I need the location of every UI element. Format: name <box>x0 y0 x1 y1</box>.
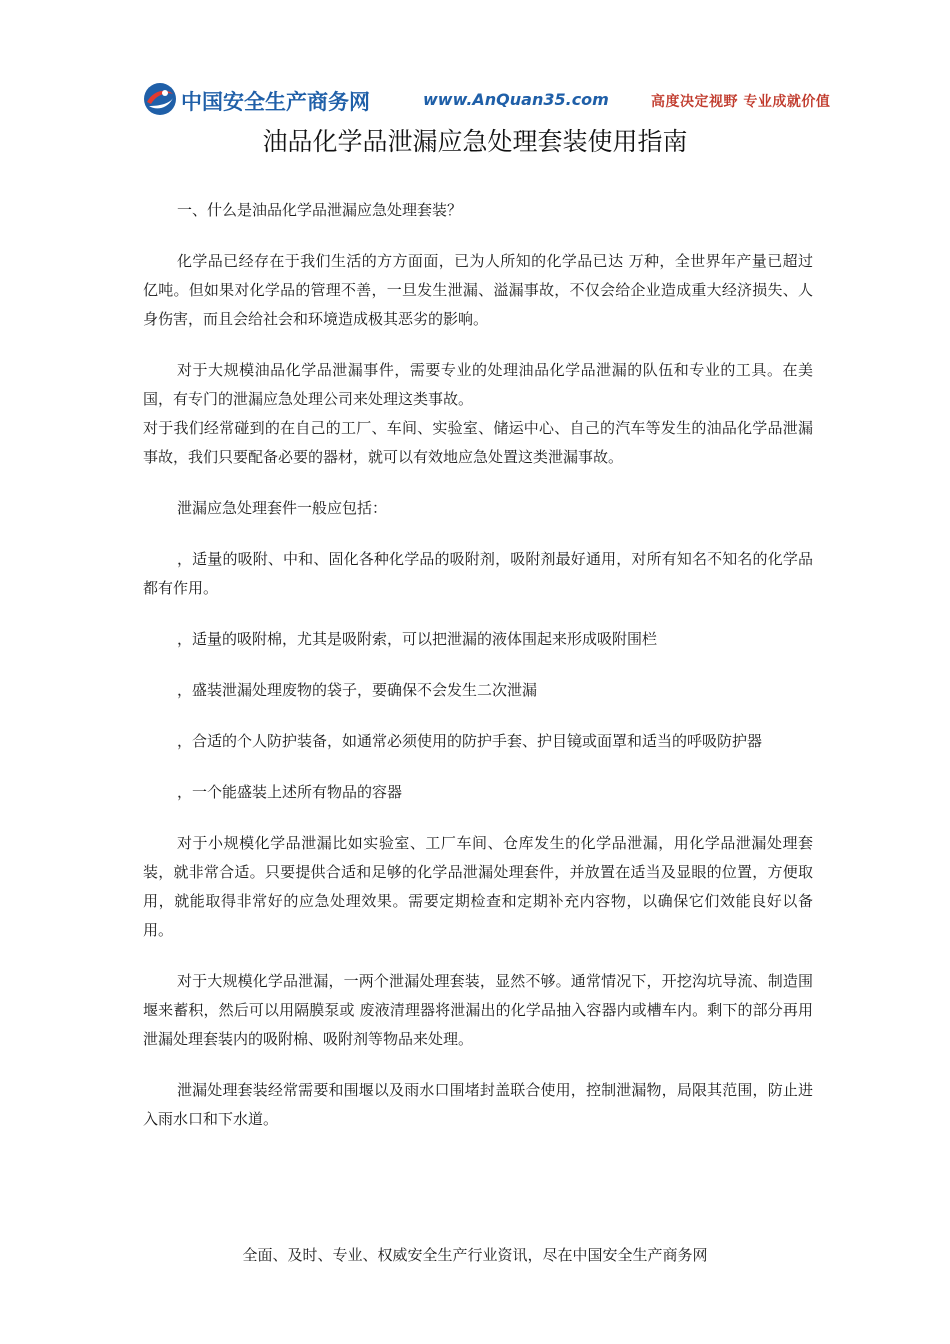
kit-item-container: ，一个能盛装上述所有物品的容器 <box>177 783 403 801</box>
site-header <box>143 80 863 124</box>
paragraph-large-spill: 对于大规模化学品泄漏，一两个泄漏处理套装，显然不够。通常情况下，开挖沟坑导流、制造围堰来蓄积，然后可以用隔膜泵或 废液清理器将泄漏出的化学品抽入容器内或槽车内。剩下的部分再用泄漏处理套装内的吸附棉、吸附剂等物品来处理。 <box>143 972 813 1048</box>
kit-item-absorbent-boom: ，适量的吸附棉，尤其是吸附索，可以把泄漏的液体围起来形成吸附围栏 <box>177 630 658 648</box>
document-body <box>143 196 813 1134</box>
kit-contents-lead: 泄漏应急处理套件一般应包括： <box>177 499 388 517</box>
paragraph-large-scale: 对于大规模油品化学品泄漏事件，需要专业的处理油品化学品泄漏的队伍和专业的工具。在美国，有专门的泄漏应急处理公司来处理这类事故。 <box>143 361 813 408</box>
site-slogan: 高度决定视野 专业成就价值 <box>651 94 831 110</box>
kit-item-waste-bag: ，盛装泄漏处理废物的袋子，要确保不会发生二次泄漏 <box>177 681 538 699</box>
page-footer: 全面、及时、专业、权威安全生产行业资讯，尽在中国安全生产商务网 <box>242 1246 708 1264</box>
site-url-link[interactable]: www.AnQuan35.com <box>423 90 609 109</box>
kit-item-ppe: ，合适的个人防护装备，如通常必须使用的防护手套、护目镜或面罩和适当的呼吸防护器 <box>177 732 763 750</box>
anquan-swirl-logo-icon <box>143 82 177 116</box>
paragraph-own-facility: 对于我们经常碰到的在自己的工厂、车间、实验室、储运中心、自己的汽车等发生的油品化学品泄漏事故，我们只要配备必要的器材，就可以有效地应急处置这类泄漏事故。 <box>143 419 813 466</box>
paragraph-small-scale: 对于小规模化学品泄漏比如实验室、工厂车间、仓库发生的化学品泄漏，用化学品泄漏处理套装，就非常合适。只要提供合适和足够的化学品泄漏处理套件，并放置在适当及显眼的位置，方便取用，就能取得非常好的应急处理效果。需要定期检查和定期补充内容物，以确保它们效能良好以备用。 <box>143 834 813 939</box>
document-title: 油品化学品泄漏应急处理套装使用指南 <box>262 127 688 156</box>
section-heading: 一、什么是油品化学品泄漏应急处理套装？ <box>177 201 463 219</box>
paragraph-combined-use: 泄漏处理套装经常需要和围堰以及雨水口围堵封盖联合使用，控制泄漏物，局限其范围，防止进入雨水口和下水道。 <box>143 1081 813 1128</box>
site-brand-name[interactable]: 中国安全生产商务网 <box>181 90 370 114</box>
kit-item-absorbent: ，适量的吸附、中和、固化各种化学品的吸附剂，吸附剂最好通用，对所有知名不知名的化学品都有作用。 <box>143 550 813 597</box>
paragraph-intro: 化学品已经存在于我们生活的方方面面，已为人所知的化学品已达 万种，全世界年产量已超过 亿吨。但如果对化学品的管理不善，一旦发生泄漏、溢漏事故，不仅会给企业造成重大经济损失、人身伤害，而且会给社会和环境造成极其恶劣的影响。 <box>143 252 813 328</box>
